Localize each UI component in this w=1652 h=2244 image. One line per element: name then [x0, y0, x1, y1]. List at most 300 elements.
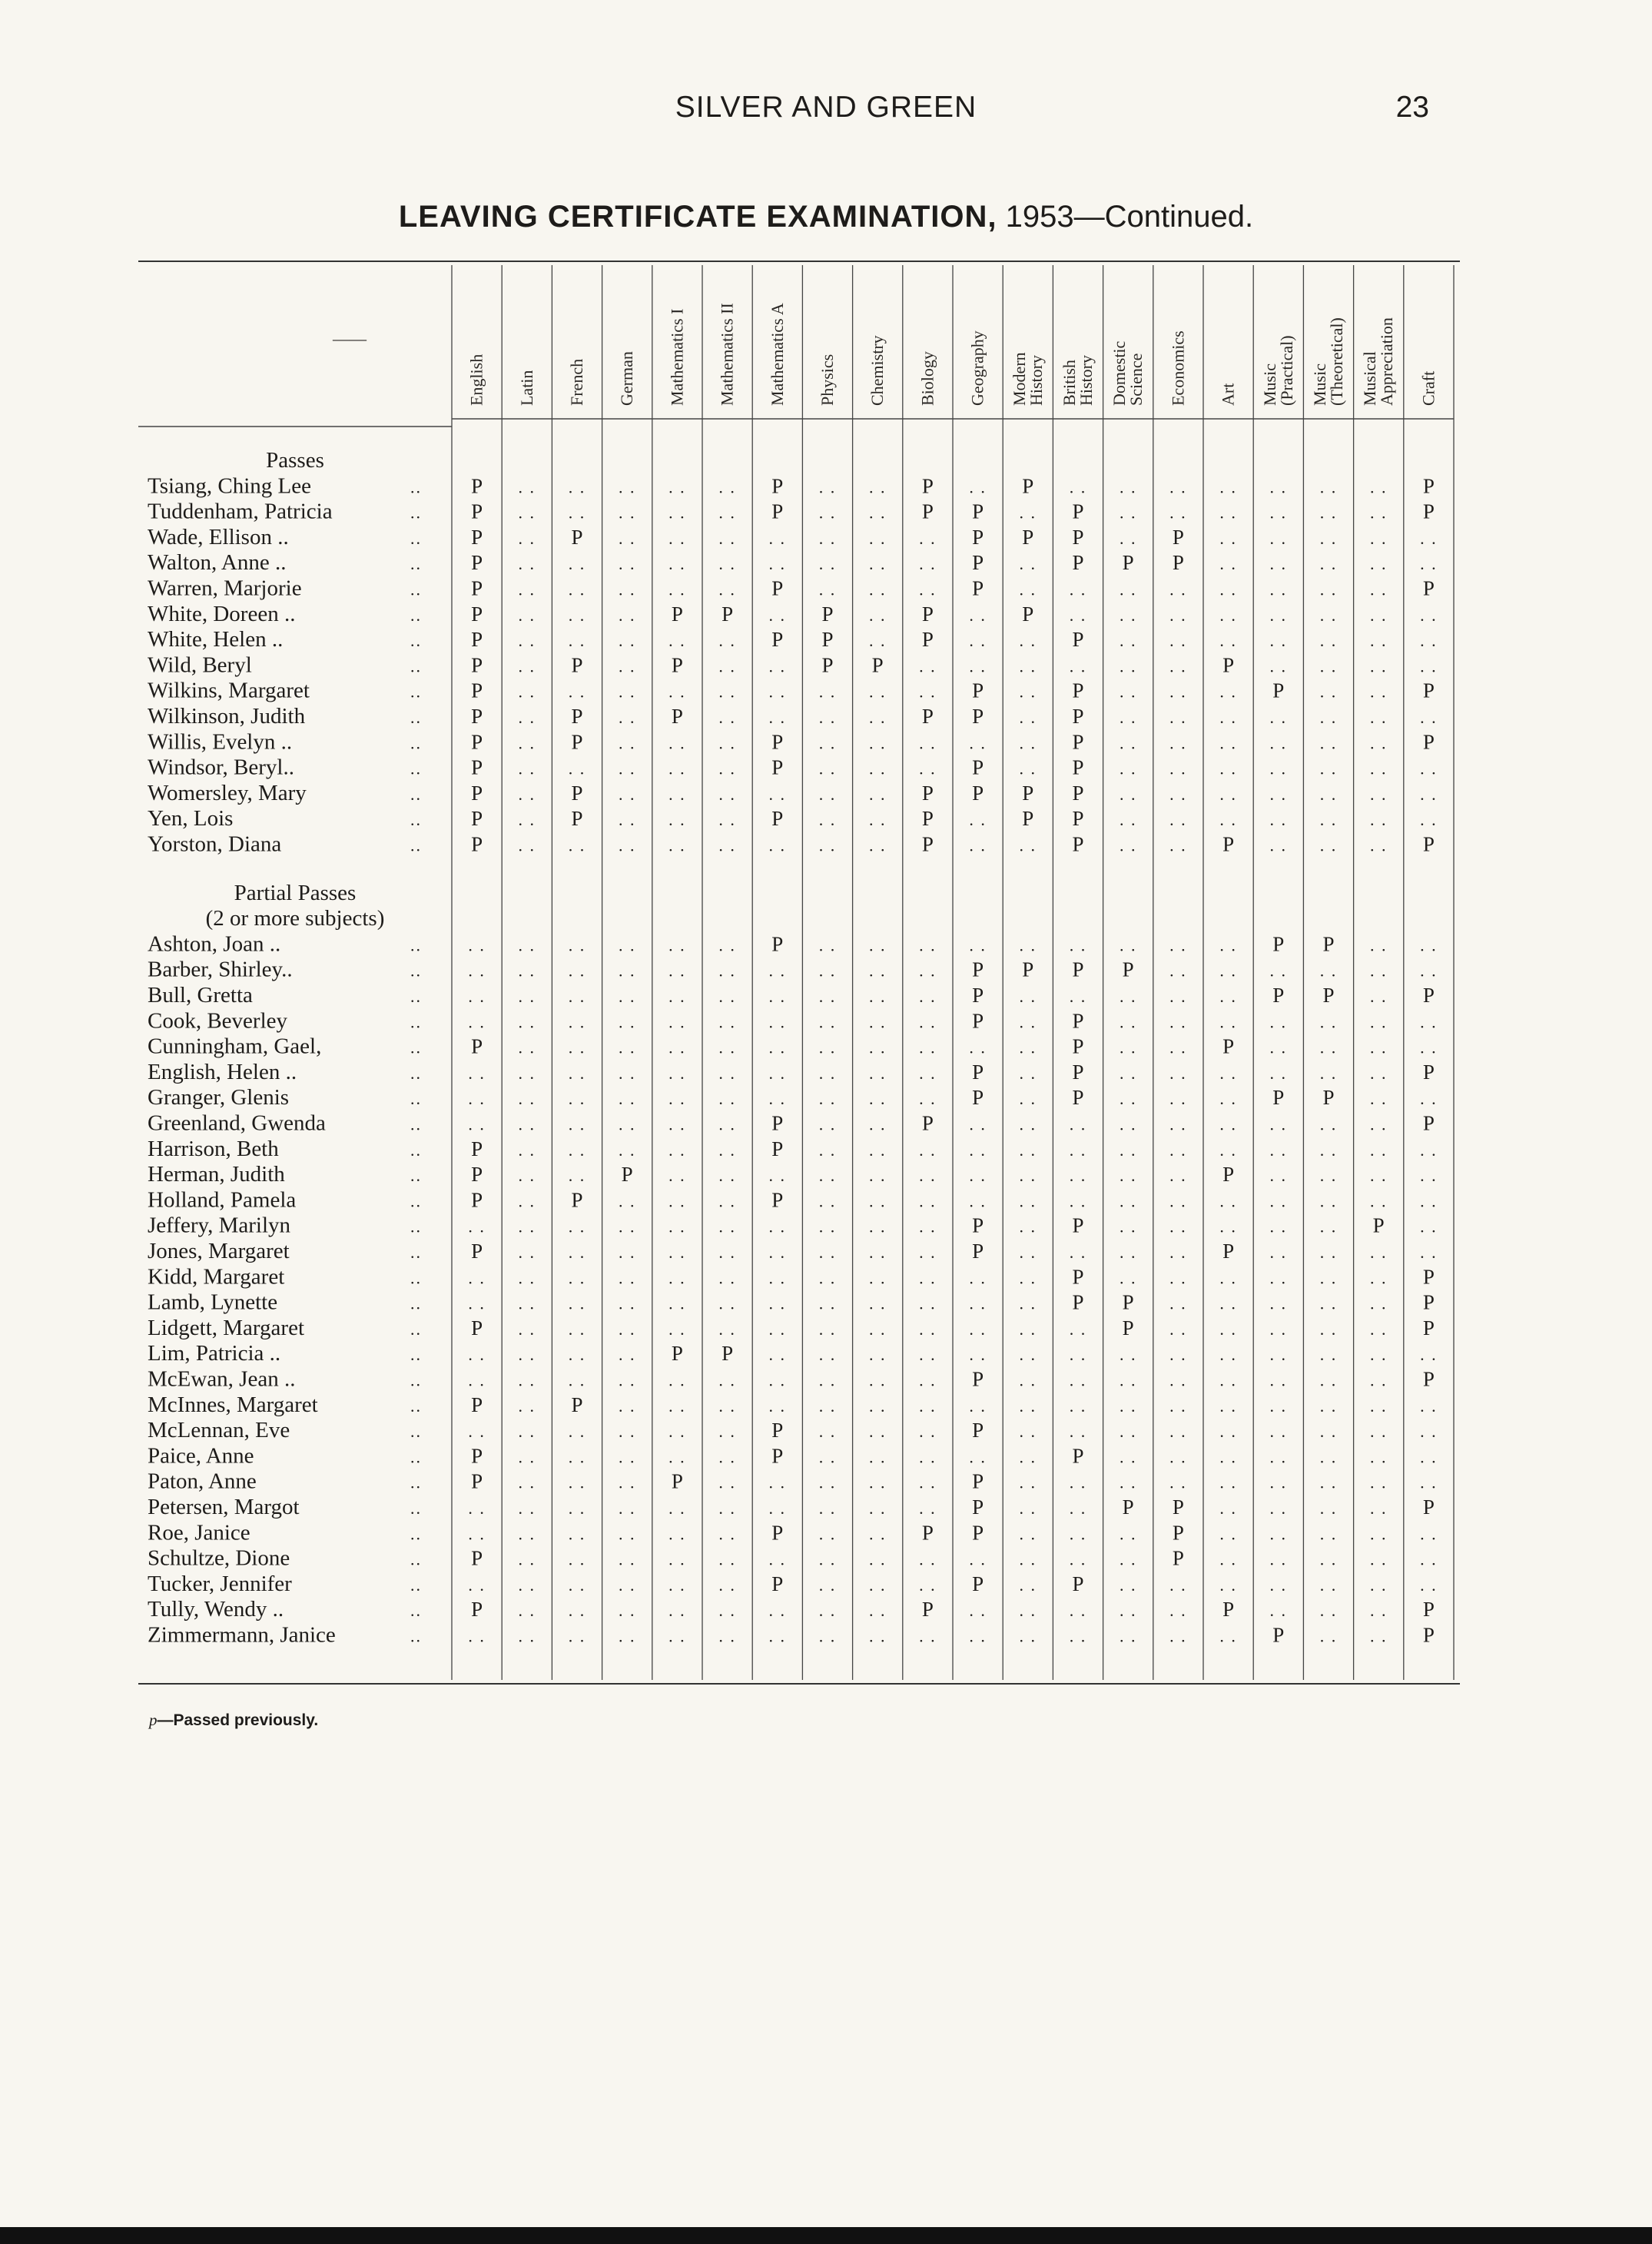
student-name: Wade, Ellison ..: [148, 524, 289, 549]
empty-cell-dots: . .: [1420, 759, 1438, 778]
empty-cell-dots: . .: [1219, 784, 1237, 804]
empty-cell-dots: . .: [919, 986, 937, 1006]
pass-mark: P: [771, 1188, 784, 1212]
empty-cell-dots: . .: [718, 503, 736, 523]
empty-cell-dots: . .: [1019, 1037, 1037, 1057]
empty-cell-dots: . .: [618, 1549, 636, 1569]
empty-cell-dots: . .: [1369, 1370, 1388, 1390]
empty-cell-dots: . .: [1069, 1140, 1087, 1160]
empty-cell-dots: . .: [568, 1370, 586, 1390]
empty-cell-dots: . .: [768, 1319, 787, 1339]
empty-cell-dots: . .: [518, 528, 536, 548]
empty-cell-dots: . .: [1269, 1242, 1288, 1262]
leader-dots: ..: [410, 1191, 422, 1211]
empty-cell-dots: . .: [818, 733, 837, 753]
empty-cell-dots: . .: [818, 1319, 837, 1339]
empty-cell-dots: . .: [868, 503, 887, 523]
empty-cell-dots: . .: [718, 528, 736, 548]
empty-cell-dots: . .: [1069, 1345, 1087, 1365]
pass-mark: P: [671, 1342, 683, 1366]
pass-mark: P: [571, 705, 583, 728]
empty-cell-dots: . .: [568, 579, 586, 599]
empty-cell-dots: . .: [868, 1549, 887, 1569]
subject-header-geography: Geography: [967, 330, 987, 406]
empty-cell-dots: . .: [1219, 1191, 1237, 1211]
empty-cell-dots: . .: [1169, 631, 1187, 651]
empty-cell-dots: . .: [1319, 1370, 1338, 1390]
empty-cell-dots: . .: [1369, 1293, 1388, 1313]
pass-mark: P: [972, 1213, 984, 1237]
student-name: Harrison, Beth: [148, 1136, 279, 1161]
empty-cell-dots: . .: [518, 1293, 536, 1313]
empty-cell-dots: . .: [1169, 835, 1187, 855]
empty-cell-dots: . .: [568, 1345, 586, 1365]
empty-cell-dots: . .: [1069, 1191, 1087, 1211]
leader-dots: ..: [410, 682, 422, 702]
empty-cell-dots: . .: [1420, 1524, 1438, 1544]
pass-mark: P: [1422, 832, 1435, 856]
empty-cell-dots: . .: [618, 554, 636, 574]
pass-mark: P: [771, 730, 784, 754]
empty-cell-dots: . .: [1069, 1498, 1087, 1518]
empty-cell-dots: . .: [718, 1549, 736, 1569]
empty-cell-dots: . .: [768, 554, 787, 574]
pass-mark: P: [1072, 755, 1084, 779]
empty-cell-dots: . .: [1119, 986, 1137, 1006]
empty-cell-dots: . .: [618, 528, 636, 548]
empty-cell-dots: . .: [668, 1063, 686, 1083]
empty-cell-dots: . .: [818, 810, 837, 830]
subject-header-mathematics-i: Mathematics I: [667, 308, 687, 406]
empty-cell-dots: . .: [818, 528, 837, 548]
empty-cell-dots: . .: [818, 784, 837, 804]
empty-cell-dots: . .: [1369, 631, 1388, 651]
subject-header-mathematics-ii: Mathematics II: [717, 303, 737, 406]
empty-cell-dots: . .: [1369, 1242, 1388, 1262]
empty-cell-dots: . .: [1420, 810, 1438, 830]
empty-cell-dots: . .: [518, 1575, 536, 1595]
empty-cell-dots: . .: [718, 1037, 736, 1057]
empty-cell-dots: . .: [1219, 1575, 1237, 1595]
pass-mark: P: [1072, 1265, 1084, 1289]
empty-cell-dots: . .: [518, 1089, 536, 1109]
empty-cell-dots: . .: [668, 1114, 686, 1134]
empty-cell-dots: . .: [1119, 1217, 1137, 1237]
empty-cell-dots: . .: [1219, 1217, 1237, 1237]
empty-cell-dots: . .: [518, 1370, 536, 1390]
empty-cell-dots: . .: [1269, 528, 1288, 548]
empty-cell-dots: . .: [1420, 631, 1438, 651]
empty-cell-dots: . .: [568, 1217, 586, 1237]
student-name: Cunningham, Gael,: [148, 1034, 322, 1059]
pass-mark: P: [972, 1009, 984, 1033]
student-name: Wild, Beryl: [148, 652, 252, 678]
pass-mark: P: [1222, 1239, 1235, 1263]
empty-cell-dots: . .: [868, 708, 887, 727]
empty-cell-dots: . .: [568, 1549, 586, 1569]
empty-cell-dots: . .: [969, 1166, 987, 1186]
empty-cell-dots: . .: [518, 810, 536, 830]
pass-mark: P: [771, 576, 784, 600]
leader-dots: ..: [410, 986, 422, 1006]
empty-cell-dots: . .: [1319, 579, 1338, 599]
empty-cell-dots: . .: [718, 1114, 736, 1134]
empty-cell-dots: . .: [518, 1191, 536, 1211]
empty-cell-dots: . .: [1169, 1345, 1187, 1365]
pass-mark: P: [471, 474, 483, 498]
empty-cell-dots: . .: [1069, 1524, 1087, 1544]
empty-cell-dots: . .: [1119, 759, 1137, 778]
empty-cell-dots: . .: [919, 1498, 937, 1518]
student-name: Schultze, Dione: [148, 1545, 290, 1571]
pass-mark: P: [1072, 525, 1084, 549]
empty-cell-dots: . .: [1269, 656, 1288, 676]
subject-header-chemistry: Chemistry: [867, 335, 887, 406]
empty-cell-dots: . .: [1369, 528, 1388, 548]
empty-cell-dots: . .: [468, 1217, 486, 1237]
empty-cell-dots: . .: [718, 784, 736, 804]
empty-cell-dots: . .: [718, 1472, 736, 1492]
pass-mark: P: [1022, 958, 1034, 981]
leader-dots: ..: [410, 631, 422, 651]
subject-header-british-history: British: [1060, 360, 1079, 406]
empty-cell-dots: . .: [618, 1626, 636, 1646]
empty-cell-dots: . .: [919, 554, 937, 574]
pass-mark: P: [972, 1521, 984, 1545]
empty-cell-dots: . .: [818, 986, 837, 1006]
empty-cell-dots: . .: [1169, 1447, 1187, 1467]
empty-cell-dots: . .: [919, 1472, 937, 1492]
empty-cell-dots: . .: [1219, 605, 1237, 625]
pass-mark: P: [972, 1086, 984, 1110]
empty-cell-dots: . .: [969, 1396, 987, 1416]
pass-mark: P: [471, 1239, 483, 1263]
pass-mark: P: [722, 1342, 734, 1366]
pass-mark: P: [1122, 1316, 1134, 1339]
empty-cell-dots: . .: [468, 1370, 486, 1390]
empty-cell-dots: . .: [1369, 1626, 1388, 1646]
empty-cell-dots: . .: [1420, 1472, 1438, 1492]
empty-cell-dots: . .: [969, 656, 987, 676]
empty-cell-dots: . .: [919, 1370, 937, 1390]
empty-cell-dots: . .: [768, 1345, 787, 1365]
empty-cell-dots: . .: [518, 1242, 536, 1262]
empty-cell-dots: . .: [1319, 1191, 1338, 1211]
empty-cell-dots: . .: [1420, 1089, 1438, 1109]
empty-cell-dots: . .: [668, 1242, 686, 1262]
empty-cell-dots: . .: [768, 1012, 787, 1032]
pass-mark: P: [972, 679, 984, 702]
empty-cell-dots: . .: [1219, 579, 1237, 599]
pass-mark: P: [1222, 1034, 1235, 1058]
pass-mark: P: [571, 807, 583, 831]
leader-dots: ..: [410, 1370, 422, 1390]
leader-dots: ..: [410, 1447, 422, 1467]
pass-mark: P: [771, 1137, 784, 1160]
empty-cell-dots: . .: [1019, 1191, 1037, 1211]
empty-cell-dots: . .: [618, 605, 636, 625]
pass-mark: P: [871, 653, 884, 677]
empty-cell-dots: . .: [1119, 1626, 1137, 1646]
empty-cell-dots: . .: [468, 1012, 486, 1032]
empty-cell-dots: . .: [618, 579, 636, 599]
pass-mark: P: [921, 781, 934, 805]
pass-mark: P: [1072, 705, 1084, 728]
empty-cell-dots: . .: [468, 986, 486, 1006]
empty-cell-dots: . .: [1169, 1575, 1187, 1595]
section-title: Partial Passes: [234, 880, 357, 905]
empty-cell-dots: . .: [568, 1140, 586, 1160]
pass-mark: P: [921, 1598, 934, 1622]
empty-cell-dots: . .: [568, 759, 586, 778]
empty-cell-dots: . .: [1269, 1114, 1288, 1134]
empty-cell-dots: . .: [568, 1626, 586, 1646]
empty-cell-dots: . .: [518, 605, 536, 625]
subject-header-modern-history: Modern: [1009, 352, 1029, 406]
pass-mark: P: [972, 755, 984, 779]
pass-mark: P: [1272, 1623, 1285, 1647]
empty-cell-dots: . .: [668, 1370, 686, 1390]
student-name: Jones, Margaret: [148, 1238, 290, 1263]
empty-cell-dots: . .: [1119, 528, 1137, 548]
empty-cell-dots: . .: [1019, 682, 1037, 702]
empty-cell-dots: . .: [1269, 1601, 1288, 1621]
empty-cell-dots: . .: [1219, 682, 1237, 702]
empty-cell-dots: . .: [1420, 528, 1438, 548]
leader-dots: ..: [410, 1524, 422, 1544]
pass-mark: P: [1422, 1598, 1435, 1622]
empty-cell-dots: . .: [969, 477, 987, 497]
empty-cell-dots: . .: [1369, 1063, 1388, 1083]
pass-mark: P: [571, 1393, 583, 1416]
empty-cell-dots: . .: [1019, 631, 1037, 651]
pass-mark: P: [1072, 807, 1084, 831]
empty-cell-dots: . .: [1219, 554, 1237, 574]
leader-dots: ..: [410, 810, 422, 830]
empty-cell-dots: . .: [868, 1447, 887, 1467]
empty-cell-dots: . .: [868, 528, 887, 548]
empty-cell-dots: . .: [868, 1242, 887, 1262]
empty-cell-dots: . .: [868, 1268, 887, 1288]
empty-cell-dots: . .: [718, 1166, 736, 1186]
empty-cell-dots: . .: [718, 682, 736, 702]
pass-mark: P: [972, 525, 984, 549]
empty-cell-dots: . .: [1169, 503, 1187, 523]
subject-header-german: German: [617, 351, 637, 406]
empty-cell-dots: . .: [919, 1063, 937, 1083]
empty-cell-dots: . .: [919, 682, 937, 702]
student-name: Wilkins, Margaret: [148, 678, 310, 703]
empty-cell-dots: . .: [1169, 1293, 1187, 1313]
empty-cell-dots: . .: [969, 1293, 987, 1313]
empty-cell-dots: . .: [618, 961, 636, 981]
leader-dots: ..: [410, 733, 422, 753]
pass-mark: P: [921, 705, 934, 728]
empty-cell-dots: . .: [518, 1319, 536, 1339]
empty-cell-dots: . .: [1069, 1319, 1087, 1339]
empty-cell-dots: . .: [818, 1012, 837, 1032]
empty-cell-dots: . .: [868, 961, 887, 981]
student-name: McLennan, Eve: [148, 1418, 290, 1443]
empty-cell-dots: . .: [1169, 784, 1187, 804]
empty-cell-dots: . .: [1119, 656, 1137, 676]
empty-cell-dots: . .: [868, 1217, 887, 1237]
empty-cell-dots: . .: [668, 1268, 686, 1288]
pass-mark: P: [471, 679, 483, 702]
empty-cell-dots: . .: [1369, 1191, 1388, 1211]
empty-cell-dots: . .: [1019, 1345, 1037, 1365]
leader-dots: ..: [410, 656, 422, 676]
empty-cell-dots: . .: [1119, 1549, 1137, 1569]
empty-cell-dots: . .: [1319, 1217, 1338, 1237]
empty-cell-dots: . .: [1269, 1217, 1288, 1237]
empty-cell-dots: . .: [1019, 1114, 1037, 1134]
empty-cell-dots: . .: [568, 477, 586, 497]
empty-cell-dots: . .: [818, 835, 837, 855]
leader-dots: ..: [410, 1345, 422, 1365]
empty-cell-dots: . .: [1219, 631, 1237, 651]
empty-cell-dots: . .: [718, 1447, 736, 1467]
empty-cell-dots: . .: [1119, 1268, 1137, 1288]
empty-cell-dots: . .: [1319, 1293, 1338, 1313]
empty-cell-dots: . .: [868, 1063, 887, 1083]
empty-cell-dots: . .: [1019, 503, 1037, 523]
empty-cell-dots: . .: [919, 579, 937, 599]
leader-dots: ..: [410, 579, 422, 599]
pass-mark: P: [571, 730, 583, 754]
empty-cell-dots: . .: [1319, 835, 1338, 855]
empty-cell-dots: . .: [1319, 961, 1338, 981]
empty-cell-dots: . .: [518, 1549, 536, 1569]
header-corner-label: ——: [333, 329, 367, 348]
empty-cell-dots: . .: [768, 1549, 787, 1569]
empty-cell-dots: . .: [1269, 477, 1288, 497]
pass-mark: P: [1422, 1367, 1435, 1391]
empty-cell-dots: . .: [668, 1089, 686, 1109]
empty-cell-dots: . .: [1369, 835, 1388, 855]
empty-cell-dots: . .: [1169, 1114, 1187, 1134]
empty-cell-dots: . .: [919, 1140, 937, 1160]
pass-mark: P: [471, 551, 483, 575]
empty-cell-dots: . .: [1219, 986, 1237, 1006]
pass-mark: P: [972, 781, 984, 805]
empty-cell-dots: . .: [568, 631, 586, 651]
empty-cell-dots: . .: [868, 810, 887, 830]
empty-cell-dots: . .: [818, 1549, 837, 1569]
pass-mark: P: [1072, 551, 1084, 575]
pass-mark: P: [1172, 1495, 1184, 1519]
subject-header-british-history: History: [1076, 355, 1096, 406]
empty-cell-dots: . .: [969, 835, 987, 855]
empty-cell-dots: . .: [618, 1396, 636, 1416]
pass-mark: P: [972, 1367, 984, 1391]
empty-cell-dots: . .: [1269, 503, 1288, 523]
empty-cell-dots: . .: [1269, 1140, 1288, 1160]
student-name: Bull, Gretta: [148, 982, 253, 1007]
pass-mark: P: [771, 1444, 784, 1468]
empty-cell-dots: . .: [1019, 656, 1037, 676]
empty-cell-dots: . .: [568, 605, 586, 625]
empty-cell-dots: . .: [1420, 1396, 1438, 1416]
student-name: Granger, Glenis: [148, 1085, 290, 1110]
leader-dots: ..: [410, 1575, 422, 1595]
empty-cell-dots: . .: [1269, 1370, 1288, 1390]
empty-cell-dots: . .: [1019, 1472, 1037, 1492]
empty-cell-dots: . .: [919, 1166, 937, 1186]
empty-cell-dots: . .: [818, 682, 837, 702]
empty-cell-dots: . .: [818, 961, 837, 981]
empty-cell-dots: . .: [518, 1140, 536, 1160]
empty-cell-dots: . .: [1119, 1242, 1137, 1262]
empty-cell-dots: . .: [768, 835, 787, 855]
empty-cell-dots: . .: [568, 1037, 586, 1057]
pass-mark: P: [471, 755, 483, 779]
empty-cell-dots: . .: [1269, 1268, 1288, 1288]
empty-cell-dots: . .: [768, 1626, 787, 1646]
empty-cell-dots: . .: [1169, 1089, 1187, 1109]
pass-mark: P: [921, 500, 934, 523]
empty-cell-dots: . .: [1069, 1422, 1087, 1442]
empty-cell-dots: . .: [969, 1345, 987, 1365]
empty-cell-dots: . .: [568, 1268, 586, 1288]
empty-cell-dots: . .: [1019, 1626, 1037, 1646]
pass-mark: P: [1172, 1521, 1184, 1545]
empty-cell-dots: . .: [618, 1575, 636, 1595]
empty-cell-dots: . .: [1319, 1319, 1338, 1339]
empty-cell-dots: . .: [868, 1191, 887, 1211]
empty-cell-dots: . .: [969, 1626, 987, 1646]
empty-cell-dots: . .: [1369, 961, 1388, 981]
empty-cell-dots: . .: [919, 1396, 937, 1416]
empty-cell-dots: . .: [518, 682, 536, 702]
empty-cell-dots: . .: [1169, 986, 1187, 1006]
empty-cell-dots: . .: [1119, 1396, 1137, 1416]
empty-cell-dots: . .: [969, 1114, 987, 1134]
empty-cell-dots: . .: [1119, 935, 1137, 955]
empty-cell-dots: . .: [1169, 733, 1187, 753]
empty-cell-dots: . .: [1369, 1575, 1388, 1595]
empty-cell-dots: . .: [1069, 1242, 1087, 1262]
section-title: (2 or more subjects): [205, 906, 385, 931]
pass-mark: P: [1072, 1444, 1084, 1468]
empty-cell-dots: . .: [1369, 759, 1388, 778]
empty-cell-dots: . .: [868, 1626, 887, 1646]
empty-cell-dots: . .: [1019, 986, 1037, 1006]
leader-dots: ..: [410, 1293, 422, 1313]
subject-header-domestic-science: Science: [1126, 353, 1146, 406]
empty-cell-dots: . .: [1319, 1601, 1338, 1621]
empty-cell-dots: . .: [818, 1268, 837, 1288]
student-name: Willis, Evelyn ..: [148, 729, 293, 755]
student-name: Yorston, Diana: [148, 832, 282, 857]
empty-cell-dots: . .: [618, 656, 636, 676]
empty-cell-dots: . .: [818, 1472, 837, 1492]
pass-mark: P: [722, 602, 734, 626]
empty-cell-dots: . .: [868, 935, 887, 955]
empty-cell-dots: . .: [568, 1114, 586, 1134]
empty-cell-dots: . .: [1420, 554, 1438, 574]
empty-cell-dots: . .: [618, 1345, 636, 1365]
empty-cell-dots: . .: [768, 1498, 787, 1518]
pass-mark: P: [471, 628, 483, 652]
empty-cell-dots: . .: [668, 503, 686, 523]
empty-cell-dots: . .: [618, 1191, 636, 1211]
student-name: Tucker, Jennifer: [148, 1571, 292, 1596]
empty-cell-dots: . .: [868, 682, 887, 702]
empty-cell-dots: . .: [718, 1370, 736, 1390]
pass-mark: P: [1072, 958, 1084, 981]
leader-dots: ..: [410, 1242, 422, 1262]
